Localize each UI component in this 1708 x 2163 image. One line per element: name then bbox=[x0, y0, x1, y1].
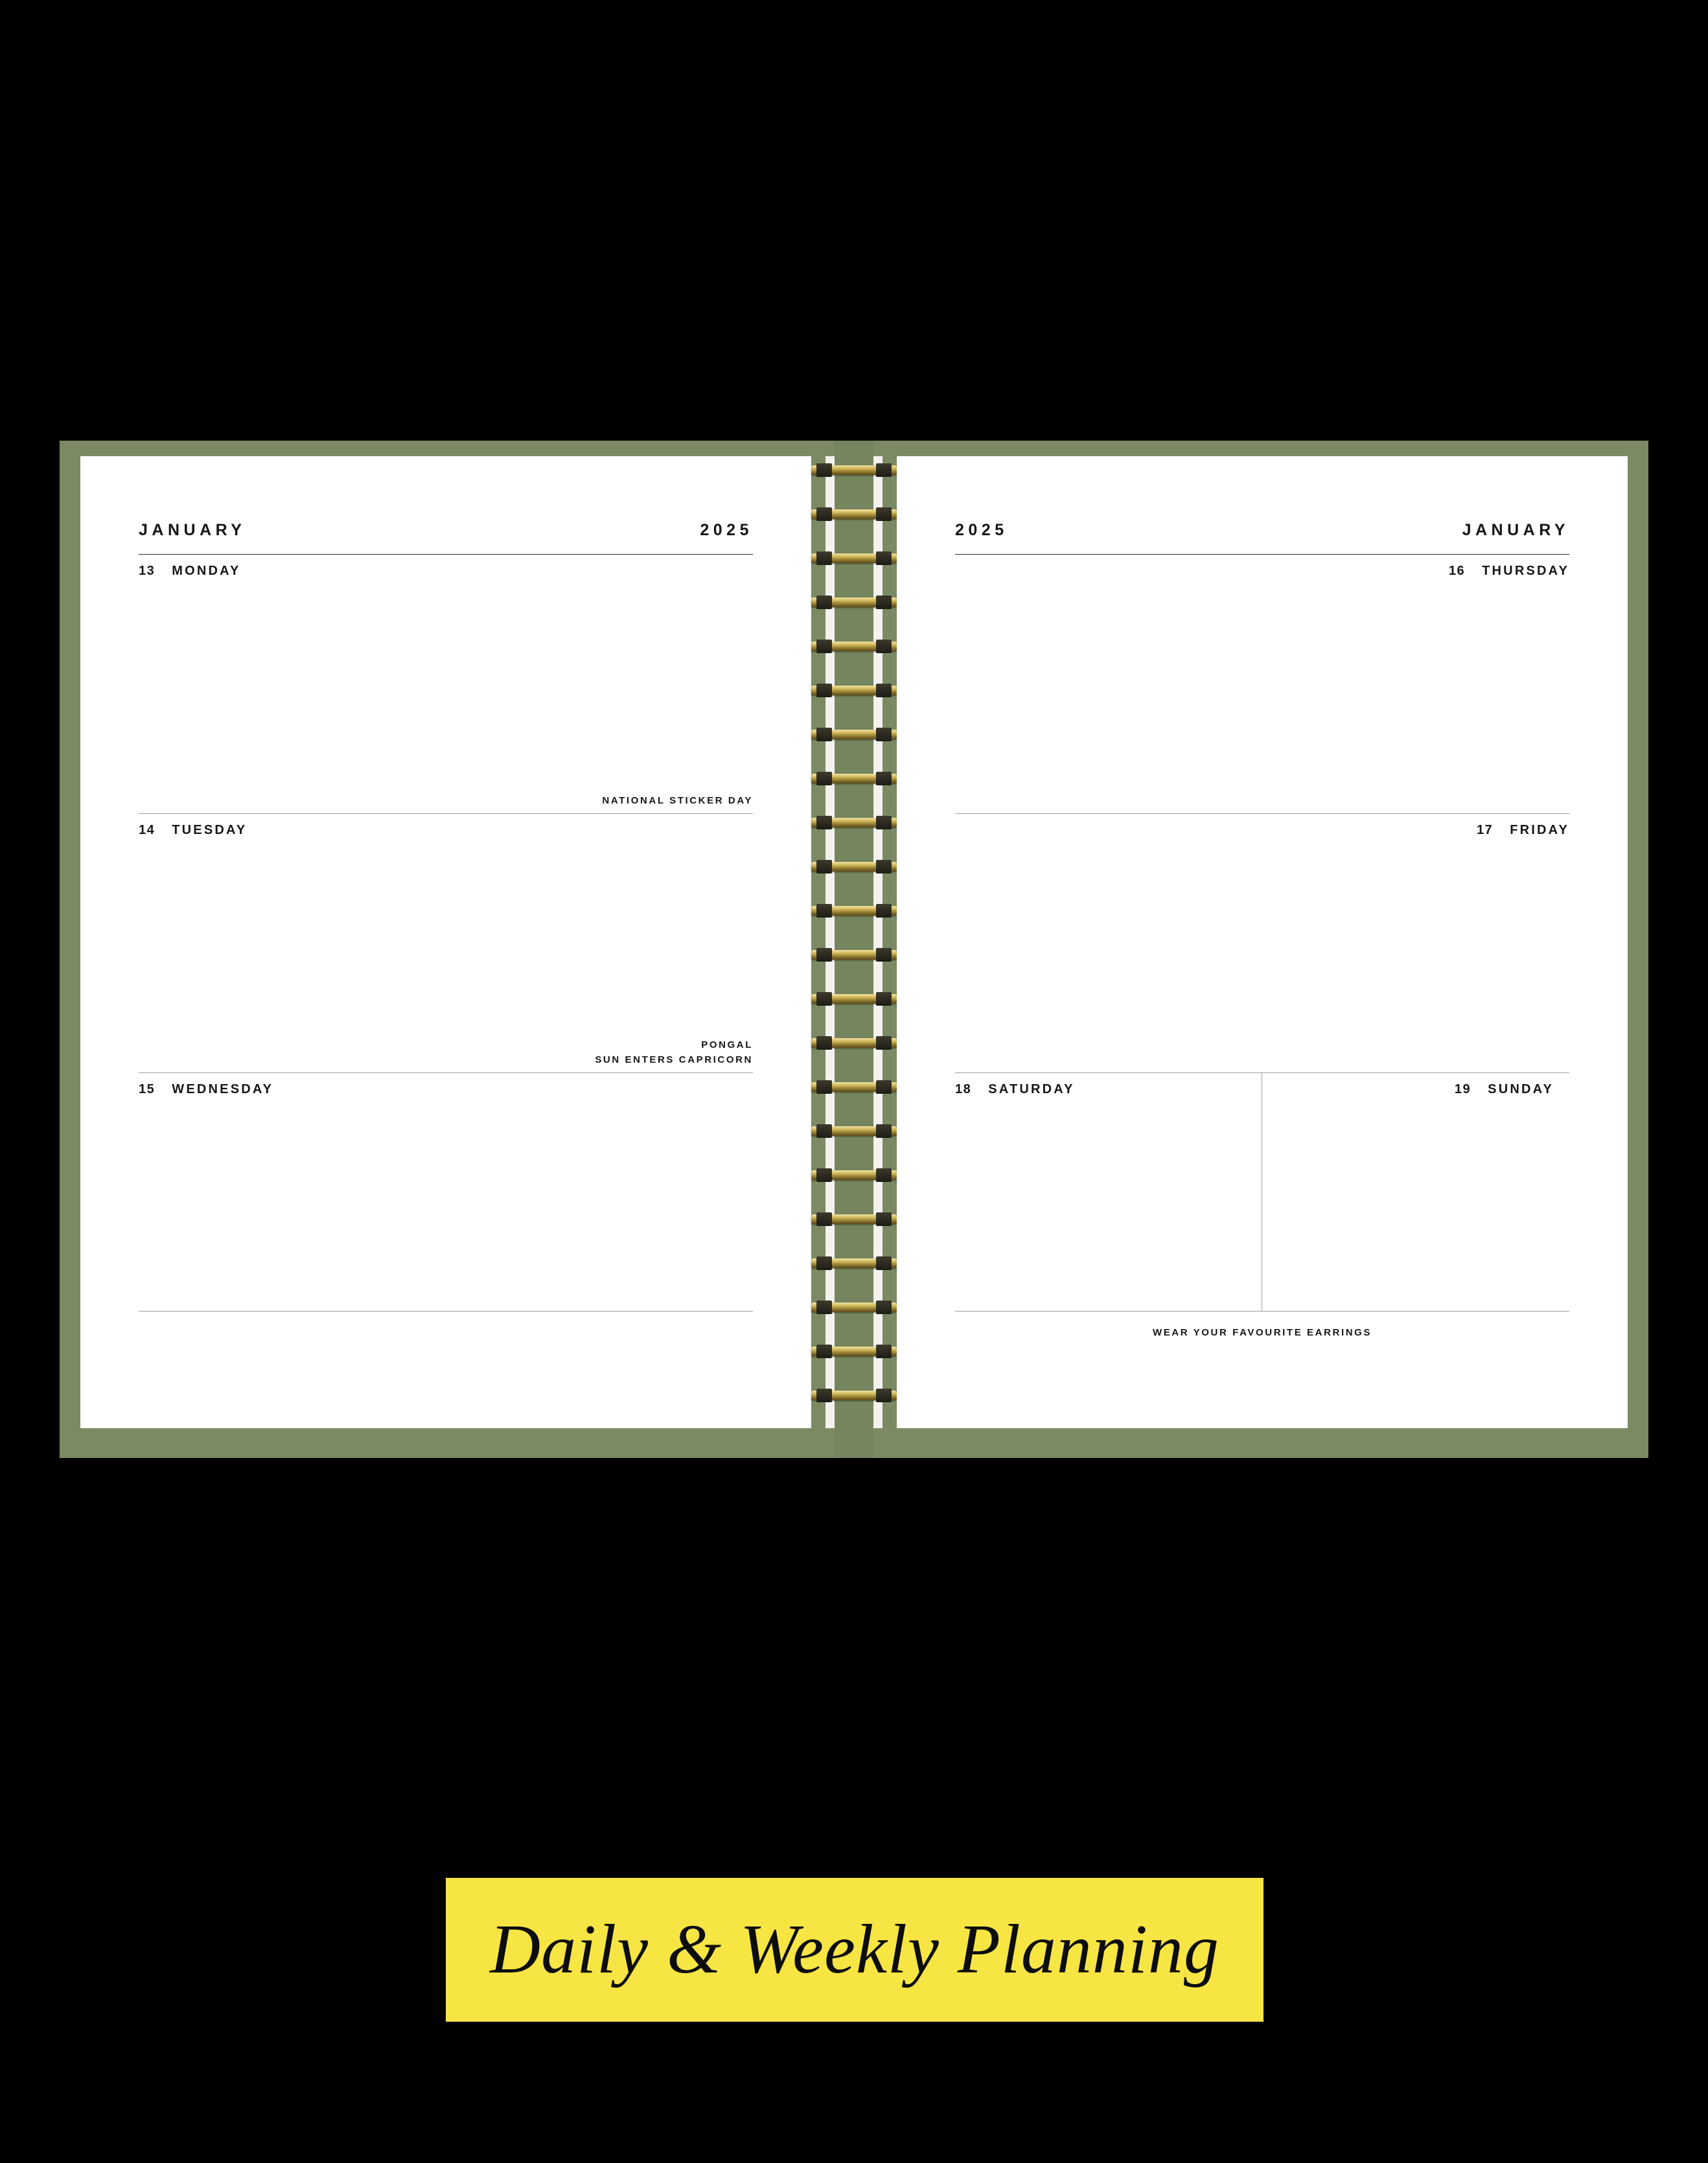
spiral-coil bbox=[811, 509, 897, 519]
spiral-coil bbox=[811, 774, 897, 783]
day-row-wednesday[interactable] bbox=[139, 1073, 753, 1312]
spiral-coil bbox=[811, 465, 897, 475]
right-header-year: 2025 bbox=[955, 521, 1008, 539]
day-weekday-friday: FRIDAY bbox=[1510, 823, 1569, 837]
day-cell-saturday[interactable] bbox=[955, 1073, 1262, 1311]
day-row-tuesday[interactable] bbox=[139, 814, 753, 1073]
spiral-coil bbox=[811, 994, 897, 1004]
day-number-sunday: 19 bbox=[1454, 1082, 1471, 1096]
spiral-coil bbox=[811, 1302, 897, 1312]
left-header-month: JANUARY bbox=[139, 521, 246, 539]
event-note-line: PONGAL bbox=[701, 1039, 753, 1050]
day-weekday-saturday: SATURDAY bbox=[988, 1082, 1075, 1096]
spiral-coil bbox=[811, 1082, 897, 1092]
day-label-monday bbox=[139, 555, 753, 579]
left-header-year: 2025 bbox=[700, 521, 753, 539]
left-page-header bbox=[139, 521, 753, 555]
spiral-coil bbox=[811, 818, 897, 827]
day-label-wednesday bbox=[139, 1073, 753, 1097]
spiral-coil bbox=[811, 597, 897, 607]
planner-spread bbox=[60, 441, 1648, 1458]
day-label-thursday bbox=[955, 555, 1569, 579]
day-number-tuesday: 14 bbox=[139, 823, 156, 837]
spiral-coil bbox=[811, 950, 897, 960]
day-weekday-sunday: SUNDAY bbox=[1488, 1082, 1554, 1096]
spiral-coil bbox=[811, 1126, 897, 1136]
spiral-coil bbox=[811, 1170, 897, 1180]
day-label-friday bbox=[955, 814, 1569, 838]
day-weekday-tuesday: TUESDAY bbox=[172, 823, 248, 837]
day-cell-sunday[interactable] bbox=[1262, 1073, 1569, 1311]
day-number-thursday: 16 bbox=[1448, 564, 1466, 578]
spiral-coil bbox=[811, 1391, 897, 1400]
spiral-coil bbox=[811, 553, 897, 563]
day-number-friday: 17 bbox=[1476, 823, 1494, 837]
spiral-coil bbox=[811, 1258, 897, 1268]
event-note-line: NATIONAL STICKER DAY bbox=[602, 794, 753, 806]
spiral-coil bbox=[811, 642, 897, 651]
spiral-coil bbox=[811, 906, 897, 916]
day-number-wednesday: 15 bbox=[139, 1082, 156, 1096]
spiral-coil bbox=[811, 686, 897, 695]
spiral-coil bbox=[811, 1214, 897, 1224]
day-weekday-thursday: THURSDAY bbox=[1482, 564, 1569, 578]
left-page bbox=[80, 456, 811, 1428]
day-label-tuesday bbox=[139, 814, 753, 838]
day-row-friday[interactable] bbox=[955, 814, 1569, 1073]
event-note-tuesday bbox=[595, 1037, 753, 1068]
day-weekday-wednesday: WEDNESDAY bbox=[172, 1082, 274, 1096]
event-note-weekend: WEAR YOUR FAVOURITE EARRINGS bbox=[1152, 1327, 1372, 1338]
day-weekday-monday: MONDAY bbox=[172, 564, 241, 578]
day-number-monday: 13 bbox=[139, 564, 156, 578]
day-number-saturday: 18 bbox=[955, 1082, 972, 1096]
spiral-coil bbox=[811, 1347, 897, 1356]
right-header-month: JANUARY bbox=[1462, 521, 1569, 539]
day-row-monday[interactable] bbox=[139, 555, 753, 814]
caption-text: Daily & Weekly Planning bbox=[490, 1911, 1219, 1988]
day-label-sunday bbox=[1262, 1073, 1569, 1097]
spiral-coil bbox=[811, 1038, 897, 1048]
right-page bbox=[897, 456, 1628, 1428]
spiral-coil bbox=[811, 862, 897, 872]
day-row-thursday[interactable] bbox=[955, 555, 1569, 814]
right-page-header bbox=[955, 521, 1569, 555]
spiral-binding bbox=[811, 441, 897, 1458]
spiral-coil bbox=[811, 730, 897, 739]
event-note-line: SUN ENTERS CAPRICORN bbox=[595, 1054, 753, 1065]
day-label-saturday bbox=[955, 1073, 1262, 1097]
event-note-monday bbox=[602, 793, 753, 808]
caption-banner bbox=[446, 1878, 1264, 2022]
day-row-weekend[interactable] bbox=[955, 1073, 1569, 1338]
